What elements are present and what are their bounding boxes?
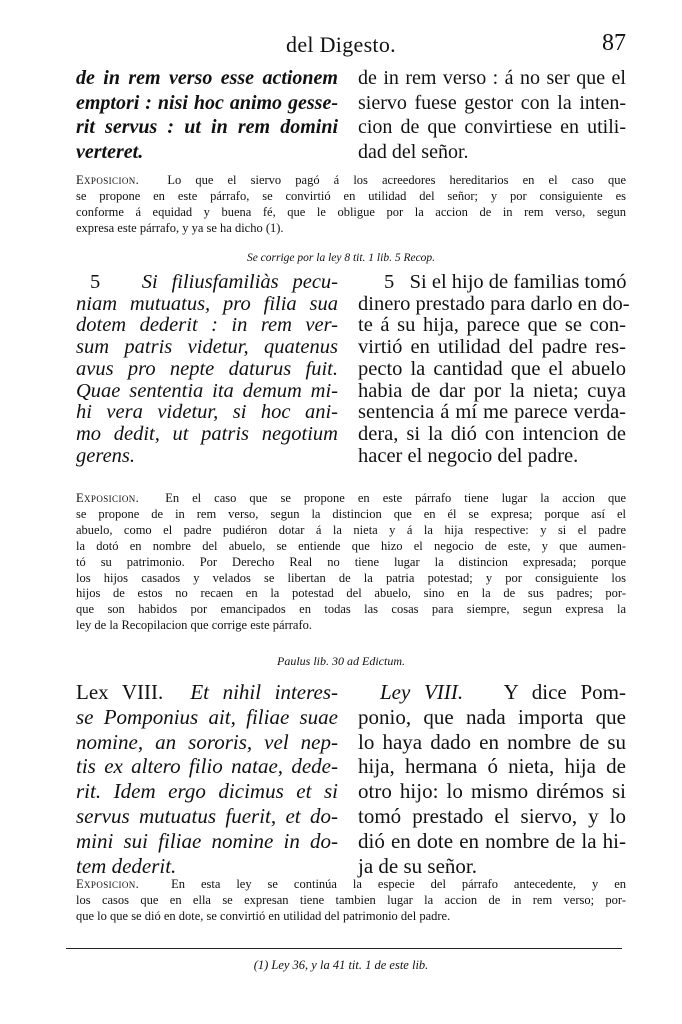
- exposicion-label: Exposicion.: [76, 877, 140, 891]
- latin-column-top: [76, 66, 338, 164]
- ley-heading: Ley VIII.: [380, 680, 464, 704]
- text-line: dera, si la dió con intencion de: [358, 422, 626, 445]
- exposicion-label: Exposicion.: [76, 491, 140, 505]
- text-line: verteret.: [76, 140, 144, 163]
- section-number: 5: [90, 271, 101, 293]
- text-line: te á su hija, parece que se con-: [358, 314, 626, 337]
- text-line: nomine, an sororis, vel nep-: [76, 729, 338, 754]
- text-line: Quae sententia ita demum mi-: [76, 379, 338, 402]
- text-line: gerens.: [76, 444, 136, 467]
- text-line: los hijos casados y velados se libertan de la patria potestad; y por consiguiente los: [76, 570, 626, 585]
- text-line: otro hijo: lo mismo dirémos si: [358, 779, 626, 804]
- text-line: ley de la Recopilacion que corrige este párrafo.: [76, 618, 312, 633]
- text-line: ponio, que nada importa que: [358, 704, 626, 729]
- text-line: tis ex altero filio natae, dede-: [76, 754, 338, 779]
- text-line: se propone de in rem verso, segun la distincion que en él se expresa; porque así el: [76, 506, 626, 521]
- text-line: virtió en utilidad del padre res-: [358, 336, 626, 359]
- text-line: emptori : nisi hoc animo gesse-: [76, 91, 338, 114]
- text-line: que lo que se dió en dote, se convirtió en utilidad del patrimonio del padre.: [76, 908, 451, 923]
- text-line: dotem dederit : in rem ver-: [76, 314, 338, 337]
- text-line: hacer el negocio del padre.: [358, 444, 579, 467]
- lex-heading: Lex VIII.: [76, 680, 164, 704]
- exposicion-3: [76, 877, 626, 925]
- text-line: tem dederit.: [76, 853, 177, 878]
- text-line: mini sui filiae nomine in do-: [76, 828, 338, 853]
- text-line: de in rem verso esse actionem: [76, 67, 338, 89]
- text-line: 5 Si filiusfamiliàs pecu-: [76, 272, 338, 294]
- exposicion-1: [76, 173, 626, 237]
- latin-column-section-5: [76, 272, 338, 467]
- text-line: rit servus : ut in rem domini: [76, 116, 338, 138]
- text-line: se propone en este párrafo, se convirtió en utilidad del señor; y por consiguiente es: [76, 188, 626, 203]
- text-line: de in rem verso : á no ser que el: [358, 67, 626, 89]
- page-number: 87: [602, 30, 626, 56]
- text-line: mo dedit, ut patris negotium: [76, 422, 338, 445]
- text-line: siervo fuese gestor con la inten-: [358, 91, 626, 114]
- text-line: tomó prestado el siervo, y lo: [358, 803, 626, 828]
- spanish-column-section-5: [358, 271, 630, 467]
- text-line: sum patris videtur, quatenus: [76, 336, 338, 359]
- text-line: Ley VIII. Y dice Pom-: [358, 680, 626, 705]
- text-line: se Pomponius ait, filiae suae: [76, 704, 338, 729]
- text-line: dió en dote en nombre de la hi-: [358, 828, 626, 853]
- text-line: niam mutuatus, pro filia sua: [76, 292, 338, 315]
- text-line: Exposicion. En esta ley se continúa la especie del párrafo antecedente, y en: [76, 877, 627, 891]
- text-line: Exposicion. En el caso que se propone en este párrafo tiene lugar la accion que: [76, 491, 626, 505]
- spanish-column-lex-8: [358, 680, 626, 878]
- text-line: expresa este párrafo, y ya se ha dicho (1).: [76, 220, 284, 235]
- source-citation: Paulus lib. 30 ad Edictum.: [277, 654, 405, 668]
- text-line: tó su patrimonio. Por Derecho Real no tiene lugar la distincion expresada; porque: [76, 554, 626, 569]
- text-line: conforme á equidad y buena fé, que le obligue por la accion de in rem verso, segun: [76, 204, 626, 219]
- text-line: Lex VIII. Et nihil interes-: [76, 680, 339, 704]
- text-line: avus pro nepte daturus fuit.: [76, 357, 338, 380]
- text-line: hi vera videtur, si hoc ani-: [76, 401, 338, 424]
- text-line: habia de dar por la nieta; cuya: [358, 379, 626, 402]
- section-number: 5: [384, 271, 395, 293]
- text-line: lo haya dado en nombre de su: [358, 729, 626, 754]
- exposicion-label: Exposicion.: [76, 173, 140, 187]
- text-line: rit. Idem ergo dicimus et si: [76, 779, 338, 804]
- footnote-rule: [66, 948, 622, 949]
- text-line: cion de que convirtiese en utili-: [358, 116, 626, 138]
- text-line: Exposicion. Lo que el siervo pagó á los acreedores hereditarios en el caso que: [76, 173, 627, 187]
- text-line: los casos que en ella se expresan tiene tambien lugar la accion de in rem verso; por-: [76, 892, 626, 907]
- spanish-column-top: [358, 66, 626, 164]
- text-line: dinero prestado para darlo en do-: [358, 292, 630, 315]
- text-line: ja de su señor.: [358, 853, 477, 878]
- text-line: dad del señor.: [358, 140, 469, 163]
- text-line: abuelo, como el padre pudiéron dotar á la nieta y á la hija respective: y si el padre: [76, 522, 626, 537]
- running-title: del Digesto.: [286, 32, 396, 57]
- exposicion-2: [76, 491, 626, 634]
- correction-note: Se corrige por la ley 8 tit. 1 lib. 5 Recop.: [246, 252, 436, 264]
- text-line: pecto la cantidad que el abuelo: [358, 357, 626, 380]
- text-line: que son habidos por emancipados en todas las cosas para siempre, segun expresa la: [76, 602, 626, 617]
- text-line: la dotó en nombre del abuelo, se entiende que hizo el negocio de este, y que aumen-: [76, 538, 626, 553]
- text-line: servus mutuatus fuerit, et do-: [76, 803, 338, 828]
- latin-column-lex-8: [76, 680, 338, 878]
- text-line: hijos de estos no recaen en la potestad del abuelo, sino en la de sus padres; por-: [76, 586, 626, 601]
- running-head: [0, 30, 682, 62]
- text-line: hija, hermana ó nieta, hija de: [358, 754, 626, 779]
- footnote: (1) Ley 36, y la 41 tit. 1 de este lib.: [253, 958, 429, 972]
- text-line: sentencia á mí me parece verda-: [358, 401, 626, 424]
- text-line: 5 Si el hijo de familias tomó: [358, 272, 626, 294]
